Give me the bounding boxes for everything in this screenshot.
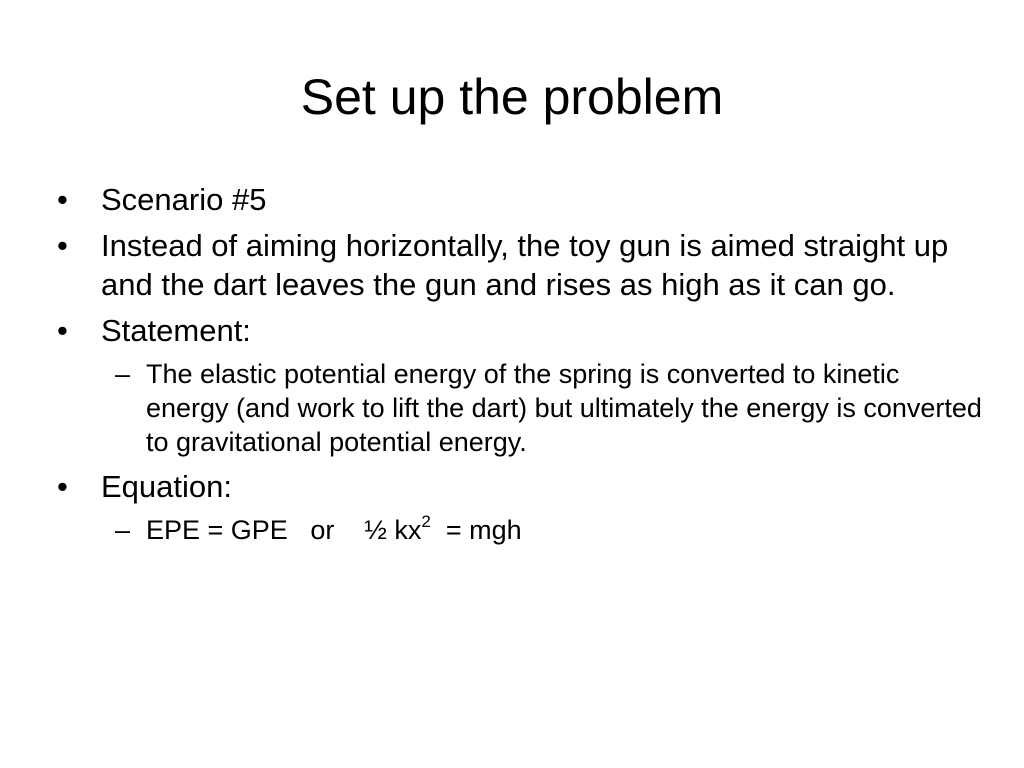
bullet-dot-icon: • <box>57 313 68 348</box>
dash-icon: – <box>115 359 131 389</box>
slide-content <box>55 180 985 555</box>
bullet-dot-icon: • <box>57 228 68 263</box>
sub-bullet-text: The elastic potential energy of the spring is converted to kinetic energy (and work to lift the dart) but ultimately the energy is converted to gravitational potential energy. <box>146 359 982 457</box>
bullet-text: Equation: <box>101 469 232 504</box>
equation-result: = mgh <box>430 515 522 545</box>
dash-icon: – <box>115 515 131 545</box>
equation-exponent: 2 <box>421 512 431 531</box>
bullet-text: Statement: <box>101 313 251 348</box>
slide-title: Set up the problem <box>300 69 724 125</box>
bullet-scenario <box>55 180 985 219</box>
bullet-dot-icon: • <box>57 182 68 217</box>
bullet-description <box>55 226 985 304</box>
bullet-dot-icon: • <box>57 469 68 504</box>
equation-text: EPE = GPE or ½ kx <box>146 515 422 545</box>
bullet-text: Instead of aiming horizontally, the toy gun is aimed straight up and the dart leaves the gun and rises as high as it can go. <box>101 228 949 302</box>
sub-bullet-statement <box>55 357 985 459</box>
bullet-statement <box>55 311 985 350</box>
bullet-text: Scenario #5 <box>101 182 267 217</box>
bullet-equation <box>55 467 985 506</box>
sub-bullet-equation <box>55 513 985 547</box>
